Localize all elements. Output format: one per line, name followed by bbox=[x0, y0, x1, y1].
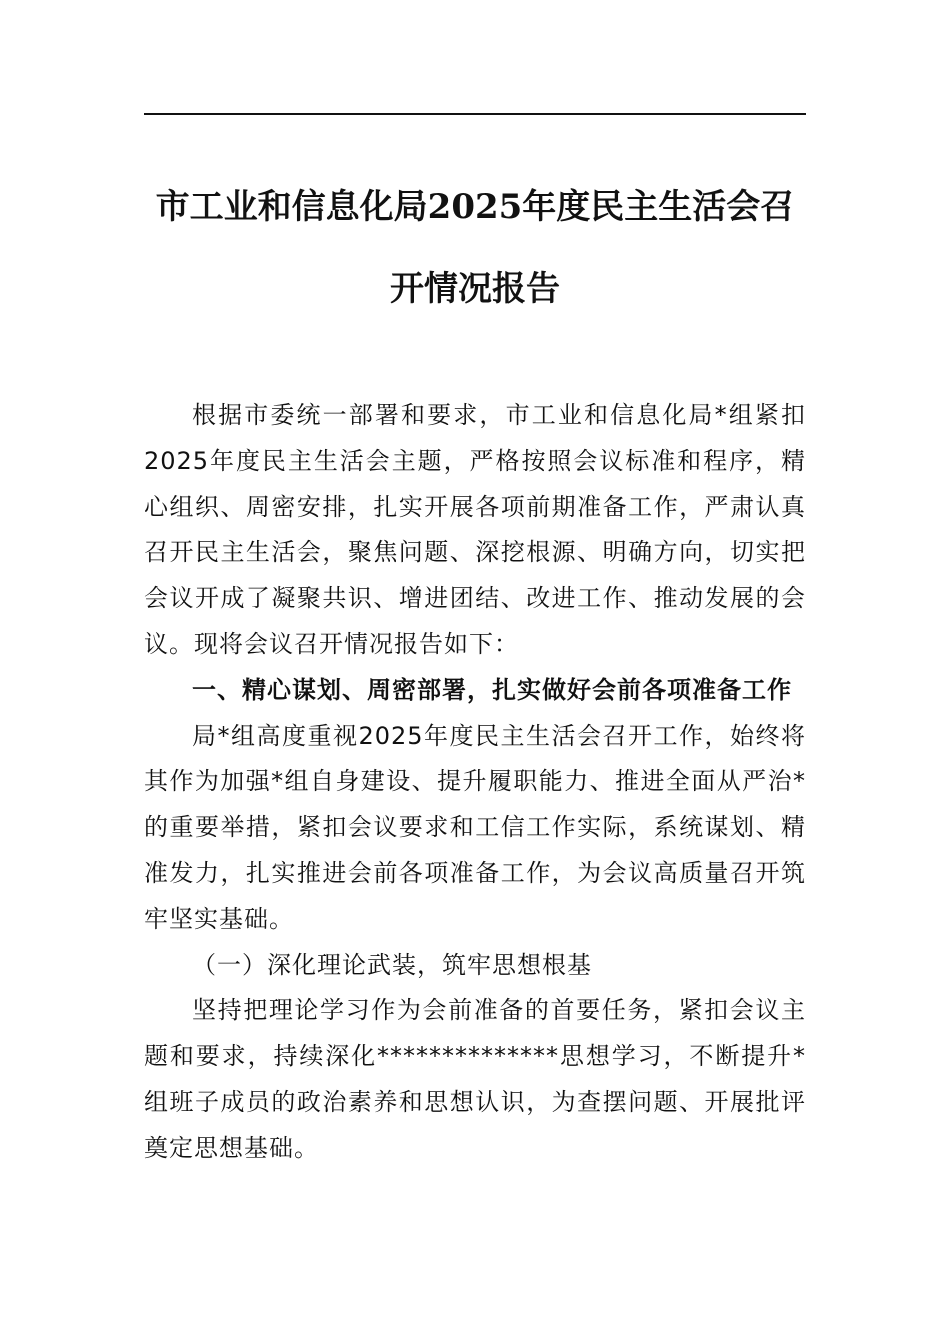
section-1-paragraph: 局*组高度重视2025年度民主生活会召开工作，始终将其作为加强*组自身建设、提升履职能力、推进全面从严治*的重要举措，紧扣会议要求和工信工作实际，系统谋划、精准发力，扎实推进会前各项准备工作，为会议高质量召开筑牢坚实基础。 bbox=[144, 721, 806, 933]
intro-paragraph: 根据市委统一部署和要求，市工业和信息化局*组紧扣2025年度民主生活会主题，严格按照会议标准和程序，精心组织、周密安排，扎实开展各项前期准备工作，严肃认真召开民主生活会，聚焦问题、深挖根源、明确方向，切实把会议开成了凝聚共识、增进团结、改进工作、推动发展的会议。现将会议召开情况报告如下： bbox=[144, 401, 806, 658]
header-rule bbox=[144, 113, 806, 115]
title-line-2: 开情况报告 bbox=[390, 269, 560, 309]
document-title bbox=[144, 166, 806, 330]
subsection-1-paragraph: 坚持把理论学习作为会前准备的首要任务，紧扣会议主题和要求，持续深化**************思想学习，不断提升*组班子成员的政治素养和思想认识，为查摆问题、开展批评奠定思想基础。 bbox=[144, 996, 806, 1162]
section-heading-1: 一、精心谋划、周密部署，扎实做好会前各项准备工作 bbox=[192, 675, 792, 704]
document-body bbox=[144, 393, 806, 1172]
subsection-heading-1: （一）深化理论武装，筑牢思想根基 bbox=[192, 950, 592, 979]
title-line-1: 市工业和信息化局2025年度民主生活会召 bbox=[155, 187, 795, 227]
